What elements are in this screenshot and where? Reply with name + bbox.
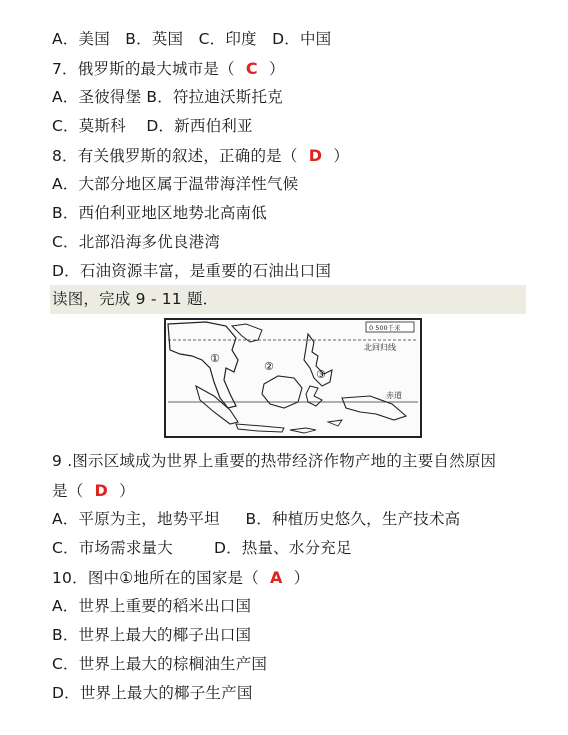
q7-stem: 7．俄罗斯的最大城市是（ (52, 60, 240, 78)
q10-question (52, 563, 309, 592)
map-marker-3: ③ (316, 368, 326, 381)
q8-close: ） (328, 147, 350, 165)
map-marker-1: ① (210, 352, 220, 365)
q8-answer: D (308, 146, 323, 165)
q10-close: ） (288, 569, 310, 587)
equator-label: 赤道 (386, 391, 402, 400)
q10-option-b: B．世界上最大的椰子出口国 (52, 626, 252, 644)
q7-close: ） (263, 60, 285, 78)
q9-close: ） (114, 482, 135, 500)
q6-options: A．美国 B．英国 C．印度 D．中国 (52, 30, 332, 48)
tropic-label: 北回归线 (364, 343, 396, 352)
q8-option-c: C．北部沿海多优良港湾 (52, 233, 221, 251)
q7-answer: C (245, 59, 258, 78)
q10-option-c: C．世界上最大的棕榈油生产国 (52, 655, 268, 673)
q8-question (52, 141, 349, 170)
mainland-outline (168, 322, 238, 408)
q9-options-ab: A．平原为主，地势平坦 B．种植历史悠久，生产技术高 (52, 510, 461, 528)
borneo-outline (262, 376, 302, 408)
reading-instruction: 读图，完成 9 - 11 题． (52, 290, 219, 308)
map-drawing (166, 320, 420, 436)
q9-answer: D (94, 481, 109, 500)
q9-options-cd: C．市场需求量大 D．热量、水分充足 (52, 539, 352, 557)
sulawesi-outline (306, 386, 322, 406)
q10-option-d: D．世界上最大的椰子生产国 (52, 684, 253, 702)
q7-options-ab: A．圣彼得堡 B．符拉迪沃斯托克 (52, 88, 283, 106)
q10-answer: A (270, 568, 283, 587)
q10-option-a: A．世界上重要的稻米出口国 (52, 597, 252, 615)
southeast-asia-map (164, 318, 422, 438)
q9-question: 9 .图示区域成为世界上重要的热带经济作物产地的主要自然原因 (52, 452, 497, 470)
java-outline (236, 424, 284, 432)
coast-north (232, 324, 262, 342)
map-marker-2: ② (264, 360, 274, 373)
q9-question-cont (52, 476, 135, 505)
scale-label: 0 500千米 (369, 324, 401, 332)
q8-option-d: D．石油资源丰富，是重要的石油出口国 (52, 262, 332, 280)
q8-stem: 8．有关俄罗斯的叙述，正确的是（ (52, 147, 303, 165)
q8-option-a: A．大部分地区属于温带海洋性气候 (52, 175, 299, 193)
q9-stem: 是（ (52, 482, 89, 500)
q7-question (52, 54, 285, 83)
timor-island (328, 420, 342, 426)
q7-options-cd: C．莫斯科 D．新西伯利亚 (52, 117, 253, 135)
q10-stem: 10．图中①地所在的国家是（ (52, 569, 265, 587)
q8-option-b: B．西伯利亚地区地势北高南低 (52, 204, 267, 222)
lesser-islands (290, 428, 316, 433)
